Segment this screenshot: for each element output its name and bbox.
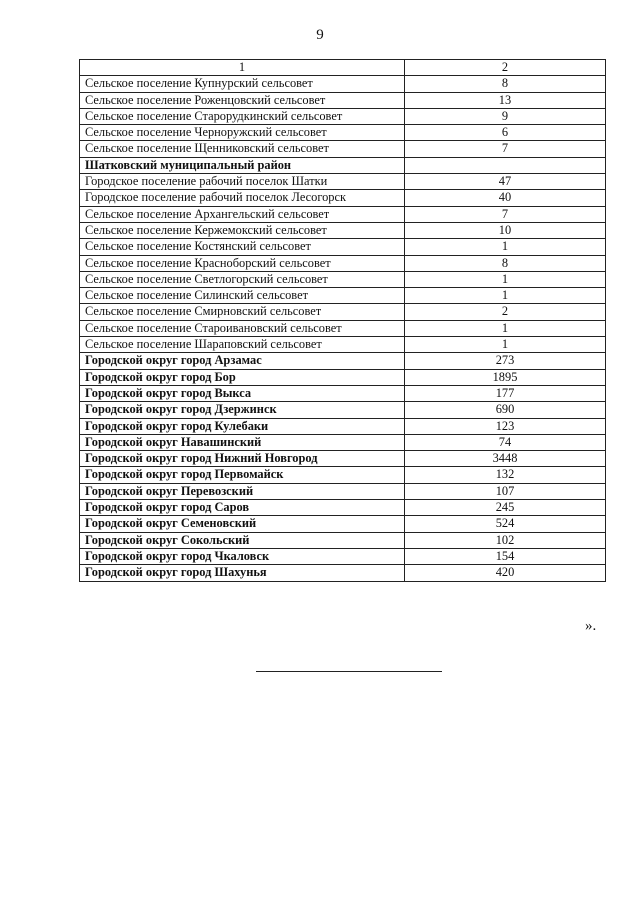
row-name-cell: Сельское поселение Архангельский сельсовет	[80, 206, 405, 222]
row-value-cell: 420	[405, 565, 606, 581]
row-value-cell: 1	[405, 320, 606, 336]
row-value-cell: 3448	[405, 451, 606, 467]
table-row	[80, 418, 606, 434]
row-name-cell: Сельское поселение Шараповский сельсовет	[80, 337, 405, 353]
table-row	[80, 255, 606, 271]
closing-quote-mark: ».	[585, 618, 597, 634]
row-value-cell: 9	[405, 108, 606, 124]
row-value-cell: 102	[405, 532, 606, 548]
row-name-cell: Городской округ город Кулебаки	[80, 418, 405, 434]
row-name-cell: Городской округ город Первомайск	[80, 467, 405, 483]
table-row	[80, 532, 606, 548]
table-row	[80, 174, 606, 190]
row-name-cell: Сельское поселение Светлогорский сельсовет	[80, 271, 405, 287]
table-row	[80, 500, 606, 516]
row-name-cell: Сельское поселение Купнурский сельсовет	[80, 76, 405, 92]
allocation-table	[79, 59, 606, 582]
row-name-cell: Городской округ город Арзамас	[80, 353, 405, 369]
row-value-cell: 10	[405, 222, 606, 238]
row-name-cell: Сельское поселение Красноборский сельсовет	[80, 255, 405, 271]
table-row	[80, 467, 606, 483]
row-value-cell: 1895	[405, 369, 606, 385]
table-row	[80, 141, 606, 157]
row-name-cell: Сельское поселение Щенниковский сельсовет	[80, 141, 405, 157]
row-value-cell: 177	[405, 385, 606, 401]
table-row	[80, 516, 606, 532]
row-name-cell: Городское поселение рабочий поселок Шатки	[80, 174, 405, 190]
signature-line	[256, 671, 442, 672]
row-name-cell: Городской округ Семеновский	[80, 516, 405, 532]
row-value-cell: 107	[405, 483, 606, 499]
row-value-cell: 690	[405, 402, 606, 418]
table-row	[80, 222, 606, 238]
row-value-cell: 7	[405, 206, 606, 222]
row-name-cell: Городской округ город Шахунья	[80, 565, 405, 581]
table-row	[80, 548, 606, 564]
table-row	[80, 337, 606, 353]
table-row	[80, 271, 606, 287]
column-header-1: 1	[80, 60, 405, 76]
row-name-cell: Городской округ город Чкаловск	[80, 548, 405, 564]
row-value-cell: 13	[405, 92, 606, 108]
table-row	[80, 206, 606, 222]
row-value-cell: 47	[405, 174, 606, 190]
table-row	[80, 385, 606, 401]
row-name-cell: Сельское поселение Роженцовский сельсовет	[80, 92, 405, 108]
table-row	[80, 125, 606, 141]
row-name-cell: Сельское поселение Смирновский сельсовет	[80, 304, 405, 320]
row-value-cell: 123	[405, 418, 606, 434]
row-value-cell: 1	[405, 239, 606, 255]
row-value-cell	[405, 157, 606, 173]
row-value-cell: 6	[405, 125, 606, 141]
row-name-cell: Городское поселение рабочий поселок Лесогорск	[80, 190, 405, 206]
row-value-cell: 8	[405, 255, 606, 271]
row-name-cell: Сельское поселение Староивановский сельсовет	[80, 320, 405, 336]
row-name-cell: Городской округ город Саров	[80, 500, 405, 516]
row-name-cell: Городской округ город Бор	[80, 369, 405, 385]
row-value-cell: 1	[405, 288, 606, 304]
table-row	[80, 108, 606, 124]
row-value-cell: 154	[405, 548, 606, 564]
table-row	[80, 288, 606, 304]
table-row	[80, 76, 606, 92]
row-name-cell: Городской округ город Выкса	[80, 385, 405, 401]
page-number: 9	[316, 27, 324, 43]
row-value-cell: 1	[405, 337, 606, 353]
table-header-row	[80, 60, 606, 76]
row-name-cell: Городской округ Перевозский	[80, 483, 405, 499]
row-value-cell: 132	[405, 467, 606, 483]
table-body	[80, 60, 606, 582]
row-name-cell: Городской округ Навашинский	[80, 434, 405, 450]
table-row	[80, 157, 606, 173]
row-name-cell: Городской округ город Дзержинск	[80, 402, 405, 418]
row-name-cell: Сельское поселение Черноружский сельсовет	[80, 125, 405, 141]
row-value-cell: 7	[405, 141, 606, 157]
row-name-cell: Сельское поселение Кержемокский сельсовет	[80, 222, 405, 238]
row-value-cell: 40	[405, 190, 606, 206]
row-value-cell: 524	[405, 516, 606, 532]
table-row	[80, 434, 606, 450]
table-row	[80, 92, 606, 108]
row-name-cell: Городской округ город Нижний Новгород	[80, 451, 405, 467]
table-row	[80, 565, 606, 581]
table-row	[80, 369, 606, 385]
table-row	[80, 451, 606, 467]
row-value-cell: 74	[405, 434, 606, 450]
column-header-2: 2	[405, 60, 606, 76]
row-value-cell: 245	[405, 500, 606, 516]
table-row	[80, 483, 606, 499]
row-value-cell: 2	[405, 304, 606, 320]
row-value-cell: 273	[405, 353, 606, 369]
row-name-cell: Городской округ Сокольский	[80, 532, 405, 548]
row-value-cell: 1	[405, 271, 606, 287]
row-name-cell: Сельское поселение Старорудкинский сельсовет	[80, 108, 405, 124]
row-value-cell: 8	[405, 76, 606, 92]
table-row	[80, 239, 606, 255]
table-row	[80, 304, 606, 320]
row-name-cell: Сельское поселение Костянский сельсовет	[80, 239, 405, 255]
row-name-cell: Сельское поселение Силинский сельсовет	[80, 288, 405, 304]
table-row	[80, 190, 606, 206]
table-row	[80, 320, 606, 336]
table-row	[80, 353, 606, 369]
row-name-cell: Шатковский муниципальный район	[80, 157, 405, 173]
table-row	[80, 402, 606, 418]
